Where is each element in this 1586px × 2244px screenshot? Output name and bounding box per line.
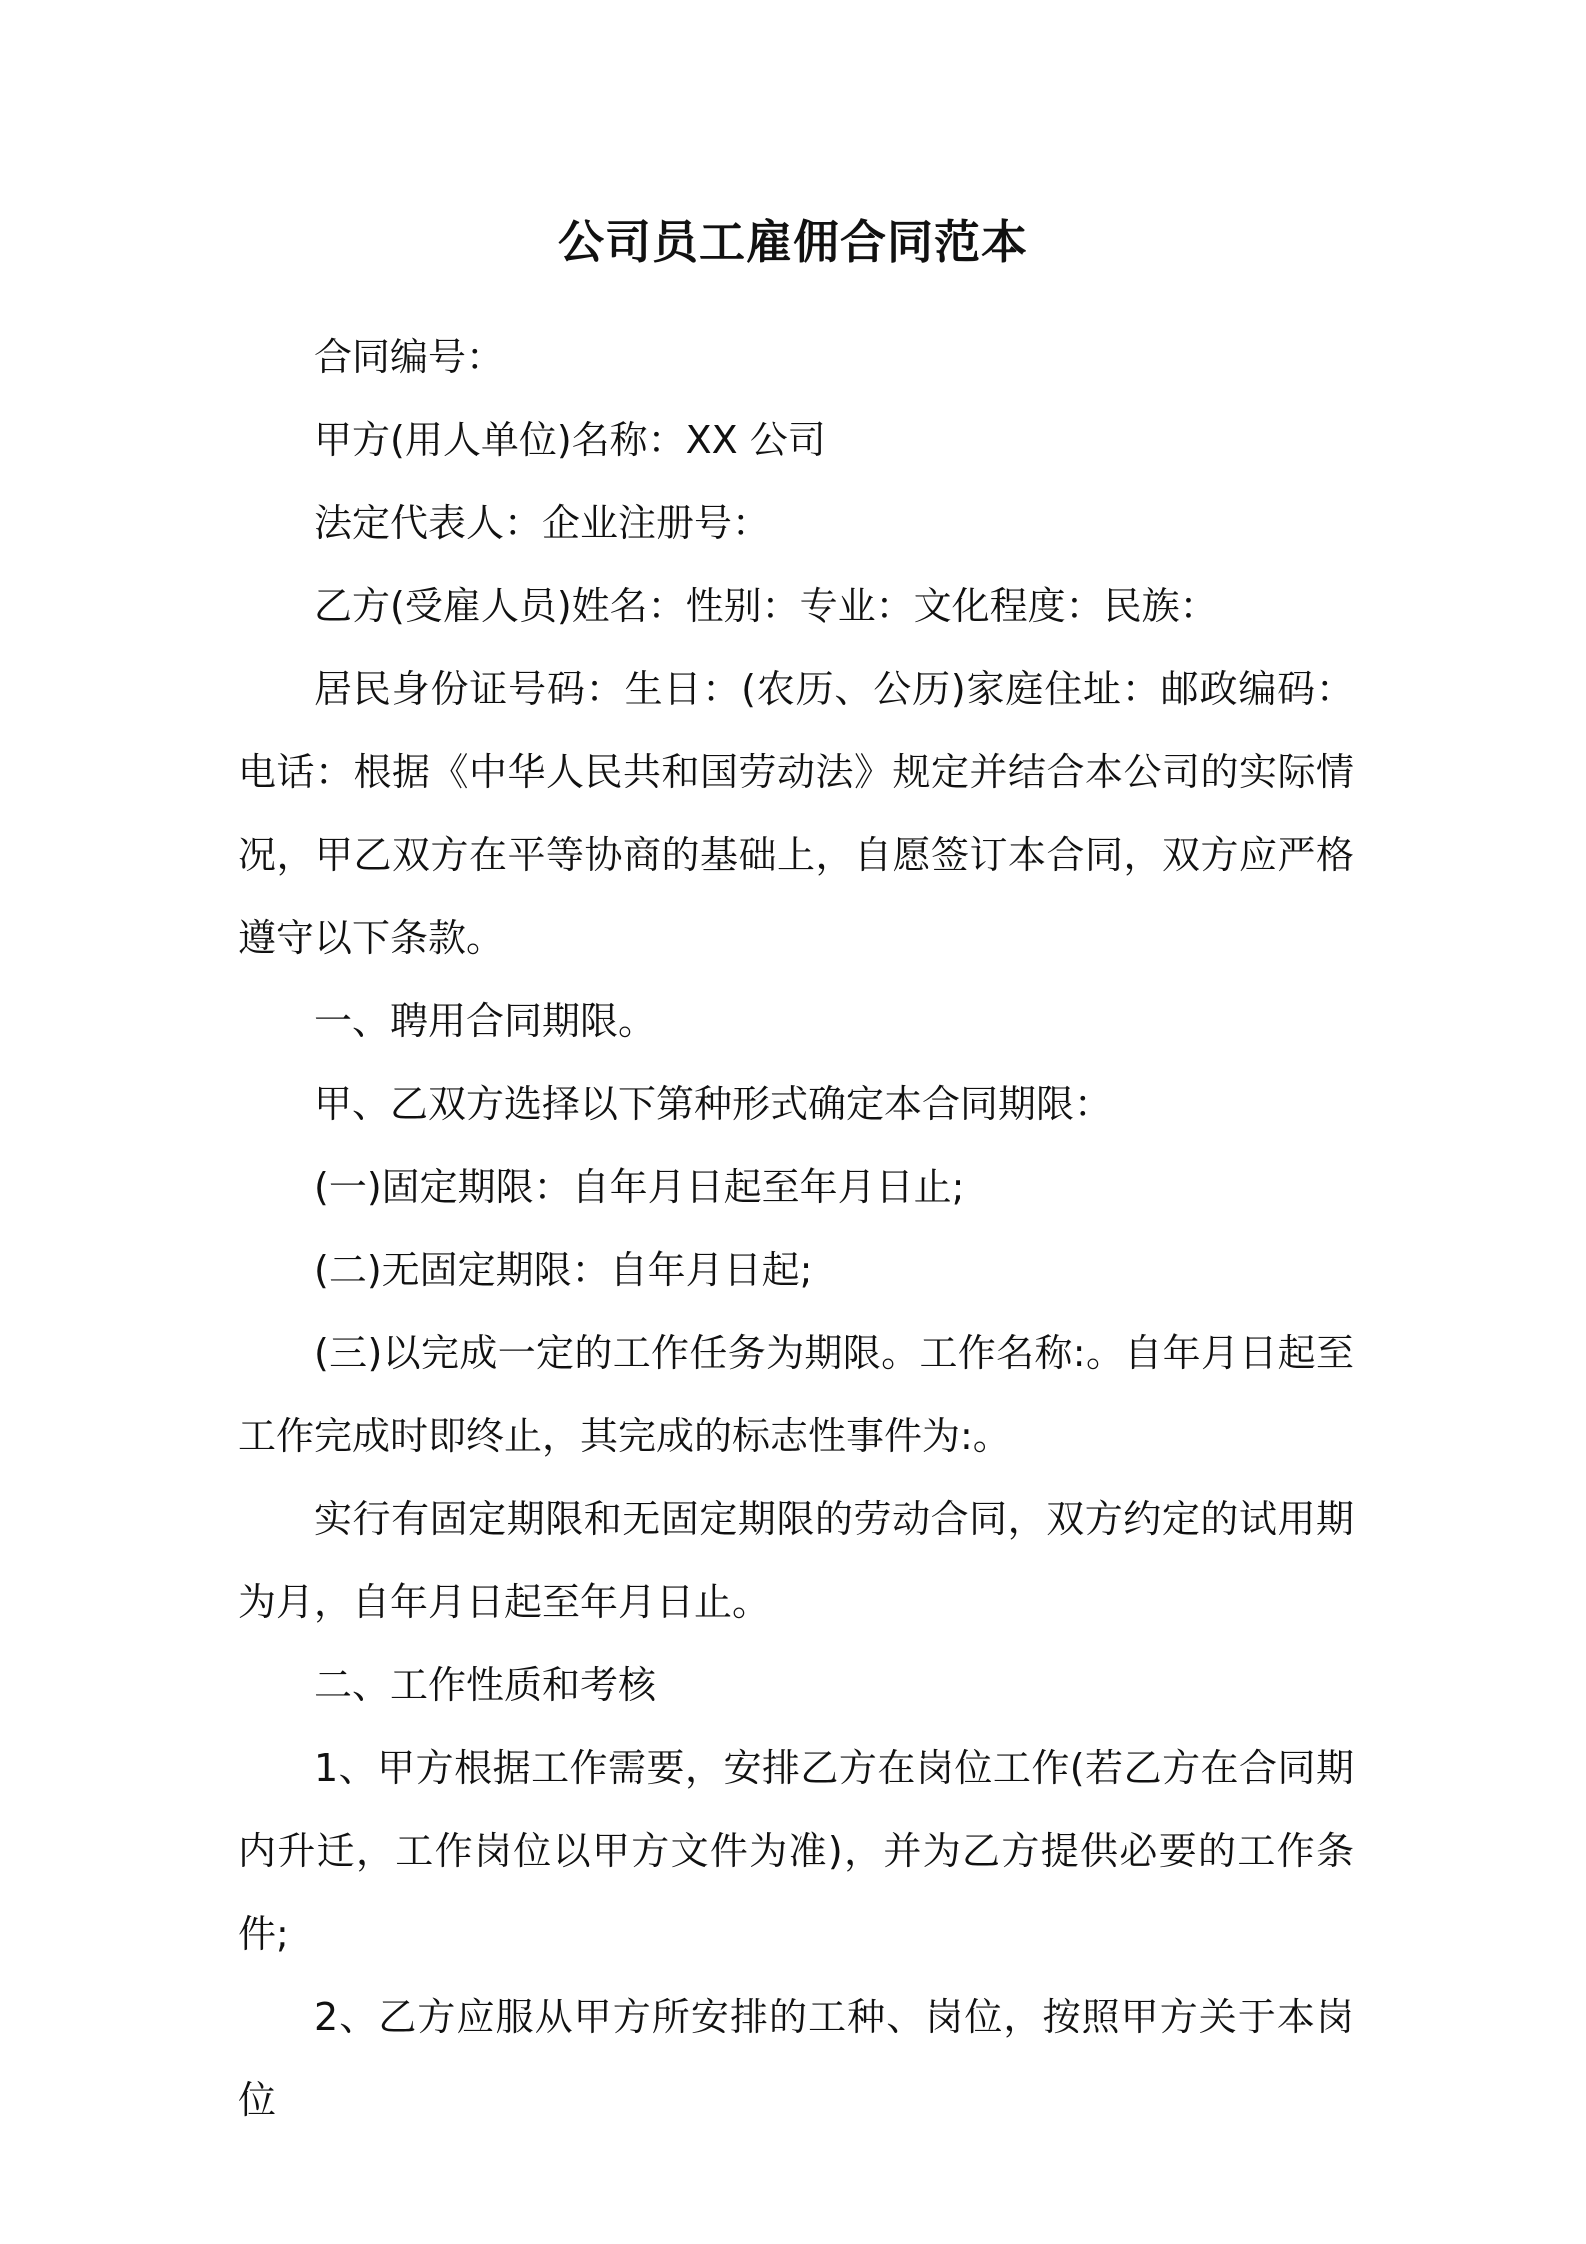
party-b-info-line: 乙方(受雇人员)姓名：性别：专业：文化程度：民族： [314,584,1218,628]
contract-number-line: 合同编号： [314,335,505,379]
fixed-term-clause: (一)固定期限：自年月日起至年月日止; [314,1165,965,1209]
open-term-clause: (二)无固定期限：自年月日起; [314,1248,813,1292]
section-2-heading: 二、工作性质和考核 [314,1663,657,1707]
document-title: 公司员工雇佣合同范本 [558,215,1028,269]
document-body [238,316,1354,2142]
probation-paragraph: 实行有固定期限和无固定期限的劳动合同，双方约定的试用期为月，自年月日起至年月日止。 [238,1497,1354,1624]
clause-2-1: 1、甲方根据工作需要，安排乙方在岗位工作(若乙方在合同期内升迁，工作岗位以甲方文件为准)，并为乙方提供必要的工作条件; [238,1746,1355,1956]
party-b-id-paragraph: 居民身份证号码：生日：(农历、公历)家庭住址：邮政编码：电话：根据《中华人民共和国劳动法》规定并结合本公司的实际情况，甲乙双方在平等协商的基础上，自愿签订本合同，双方应严格遵守以下条款。 [238,667,1354,960]
term-selection-paragraph: 甲、乙双方选择以下第种形式确定本合同期限： [314,1082,1113,1126]
section-1-heading: 一、聘用合同期限。 [314,999,657,1043]
legal-representative-line: 法定代表人：企业注册号： [314,501,771,545]
task-term-clause: (三)以完成一定的工作任务为期限。工作名称:。自年月日起至工作完成时即终止，其完成的标志性事件为:。 [238,1331,1354,1458]
clause-2-2: 2、乙方应服从甲方所安排的工种、岗位，按照甲方关于本岗位 [238,1995,1354,2122]
party-a-name-line: 甲方(用人单位)名称：XX 公司 [314,418,826,462]
